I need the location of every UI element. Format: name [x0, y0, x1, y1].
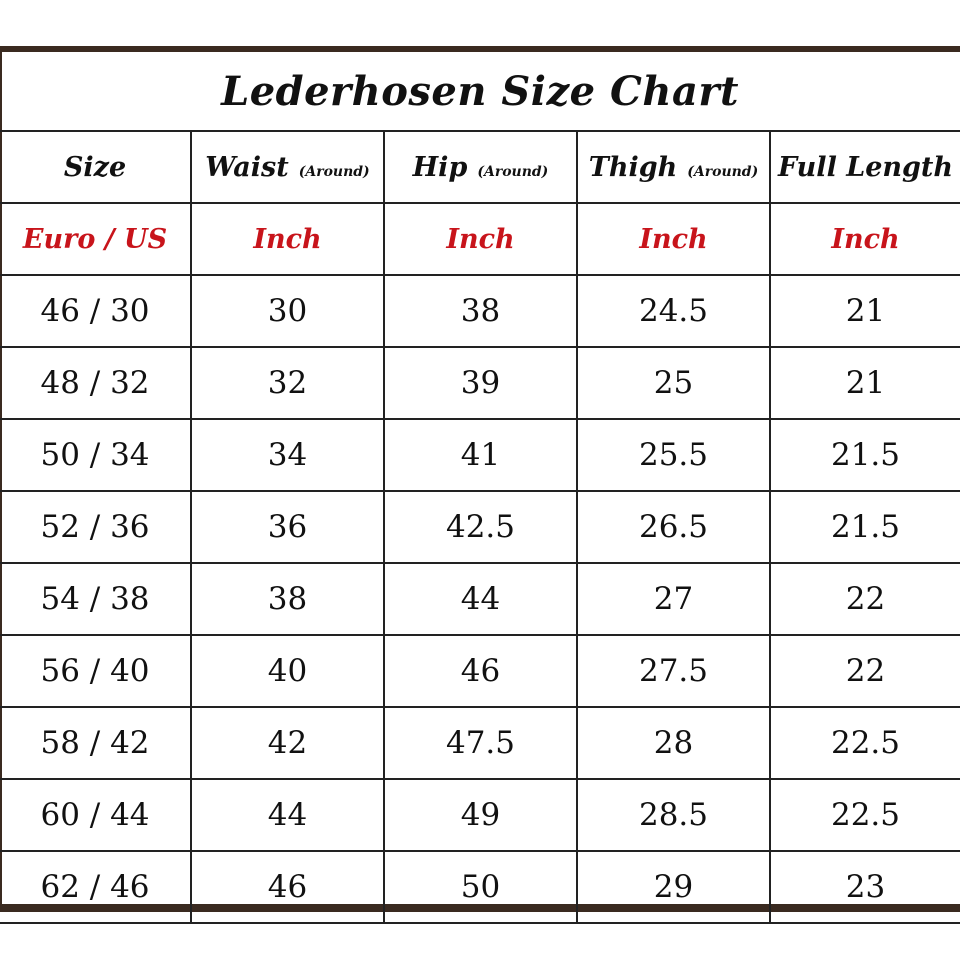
- cell-waist: [191, 707, 384, 779]
- cell-value: 36: [267, 509, 308, 545]
- cell-value: 21.5: [830, 509, 901, 545]
- unit-cell: [191, 203, 384, 275]
- cell-full-length: [770, 275, 960, 347]
- unit-row: [0, 203, 960, 275]
- unit-label: Inch: [446, 223, 515, 255]
- cell-value: 22: [845, 581, 886, 617]
- cell-waist: [191, 851, 384, 923]
- unit-cell: [384, 203, 577, 275]
- chart-title: Lederhosen Size Chart: [221, 67, 739, 115]
- cell-value: 39: [460, 365, 501, 401]
- cell-value: 48 / 32: [40, 365, 150, 401]
- size-table: [0, 132, 960, 924]
- cell-value: 58 / 42: [40, 725, 150, 761]
- cell-value: 28: [653, 725, 694, 761]
- cell-value: 52 / 36: [40, 509, 150, 545]
- unit-label: Euro / US: [22, 223, 168, 255]
- cell-value: 32: [267, 365, 308, 401]
- cell-thigh: [577, 347, 770, 419]
- header-label: Hip: [412, 151, 468, 183]
- cell-hip: [384, 707, 577, 779]
- cell-full-length: [770, 419, 960, 491]
- cell-full-length: [770, 347, 960, 419]
- cell-waist: [191, 635, 384, 707]
- cell-value: 54 / 38: [40, 581, 150, 617]
- cell-value: 21: [845, 293, 886, 329]
- cell-waist: [191, 419, 384, 491]
- title-row: [0, 52, 960, 132]
- table-row: [0, 779, 960, 851]
- cell-value: 46 / 30: [40, 293, 150, 329]
- cell-value: 22: [845, 653, 886, 689]
- cell-full-length: [770, 563, 960, 635]
- cell-waist: [191, 491, 384, 563]
- cell-full-length: [770, 635, 960, 707]
- cell-waist: [191, 275, 384, 347]
- cell-size: [0, 635, 191, 707]
- cell-value: 60 / 44: [40, 797, 150, 833]
- table-row: [0, 275, 960, 347]
- unit-label: Inch: [639, 223, 708, 255]
- cell-hip: [384, 851, 577, 923]
- cell-value: 21: [845, 365, 886, 401]
- cell-hip: [384, 779, 577, 851]
- header-label: Full Length: [777, 151, 953, 183]
- cell-full-length: [770, 779, 960, 851]
- cell-value: 24.5: [638, 293, 709, 329]
- cell-size: [0, 347, 191, 419]
- cell-value: 42.5: [445, 509, 516, 545]
- cell-waist: [191, 563, 384, 635]
- header-label: Waist: [205, 151, 289, 183]
- table-row: [0, 707, 960, 779]
- cell-thigh: [577, 779, 770, 851]
- cell-value: 50 / 34: [40, 437, 150, 473]
- unit-label: Inch: [253, 223, 322, 255]
- cell-size: [0, 779, 191, 851]
- cell-value: 50: [460, 869, 501, 905]
- cell-value: 38: [267, 581, 308, 617]
- cell-value: 22.5: [830, 797, 901, 833]
- cell-value: 40: [267, 653, 308, 689]
- unit-cell: [0, 203, 191, 275]
- header-sublabel: (Around): [477, 163, 549, 180]
- cell-thigh: [577, 491, 770, 563]
- cell-thigh: [577, 851, 770, 923]
- cell-value: 29: [653, 869, 694, 905]
- table-row: [0, 635, 960, 707]
- cell-full-length: [770, 707, 960, 779]
- header-cell-hip: [384, 132, 577, 203]
- cell-waist: [191, 779, 384, 851]
- table-row: [0, 347, 960, 419]
- unit-cell: [770, 203, 960, 275]
- cell-size: [0, 419, 191, 491]
- header-sublabel: (Around): [298, 163, 370, 180]
- cell-size: [0, 491, 191, 563]
- cell-size: [0, 275, 191, 347]
- table-row: [0, 851, 960, 923]
- cell-value: 22.5: [830, 725, 901, 761]
- unit-label: Inch: [831, 223, 900, 255]
- cell-thigh: [577, 275, 770, 347]
- header-cell-thigh: [577, 132, 770, 203]
- cell-value: 46: [267, 869, 308, 905]
- cell-hip: [384, 635, 577, 707]
- cell-waist: [191, 347, 384, 419]
- cell-value: 30: [267, 293, 308, 329]
- cell-hip: [384, 419, 577, 491]
- cell-thigh: [577, 707, 770, 779]
- table-row: [0, 491, 960, 563]
- cell-hip: [384, 347, 577, 419]
- cell-value: 27.5: [638, 653, 709, 689]
- cell-value: 23: [845, 869, 886, 905]
- cell-hip: [384, 275, 577, 347]
- cell-value: 42: [267, 725, 308, 761]
- cell-thigh: [577, 563, 770, 635]
- cell-value: 44: [267, 797, 308, 833]
- table-row: [0, 419, 960, 491]
- cell-hip: [384, 491, 577, 563]
- header-sublabel: (Around): [687, 163, 759, 180]
- header-row: [0, 132, 960, 203]
- cell-size: [0, 851, 191, 923]
- cell-full-length: [770, 491, 960, 563]
- header-cell-size: [0, 132, 191, 203]
- cell-value: 25: [653, 365, 694, 401]
- cell-thigh: [577, 419, 770, 491]
- header-label: Thigh: [588, 151, 678, 183]
- cell-value: 27: [653, 581, 694, 617]
- cell-value: 26.5: [638, 509, 709, 545]
- cell-value: 28.5: [638, 797, 709, 833]
- header-label: Size: [63, 151, 127, 183]
- cell-value: 49: [460, 797, 501, 833]
- cell-full-length: [770, 851, 960, 923]
- header-cell-full-length: [770, 132, 960, 203]
- cell-value: 62 / 46: [40, 869, 150, 905]
- cell-value: 41: [460, 437, 501, 473]
- cell-hip: [384, 563, 577, 635]
- unit-cell: [577, 203, 770, 275]
- cell-thigh: [577, 635, 770, 707]
- cell-size: [0, 707, 191, 779]
- cell-value: 47.5: [445, 725, 516, 761]
- cell-value: 38: [460, 293, 501, 329]
- header-cell-waist: [191, 132, 384, 203]
- table-row: [0, 563, 960, 635]
- cell-value: 46: [460, 653, 501, 689]
- cell-value: 56 / 40: [40, 653, 150, 689]
- cell-value: 21.5: [830, 437, 901, 473]
- cell-value: 34: [267, 437, 308, 473]
- cell-value: 44: [460, 581, 501, 617]
- cell-value: 25.5: [638, 437, 709, 473]
- cell-size: [0, 563, 191, 635]
